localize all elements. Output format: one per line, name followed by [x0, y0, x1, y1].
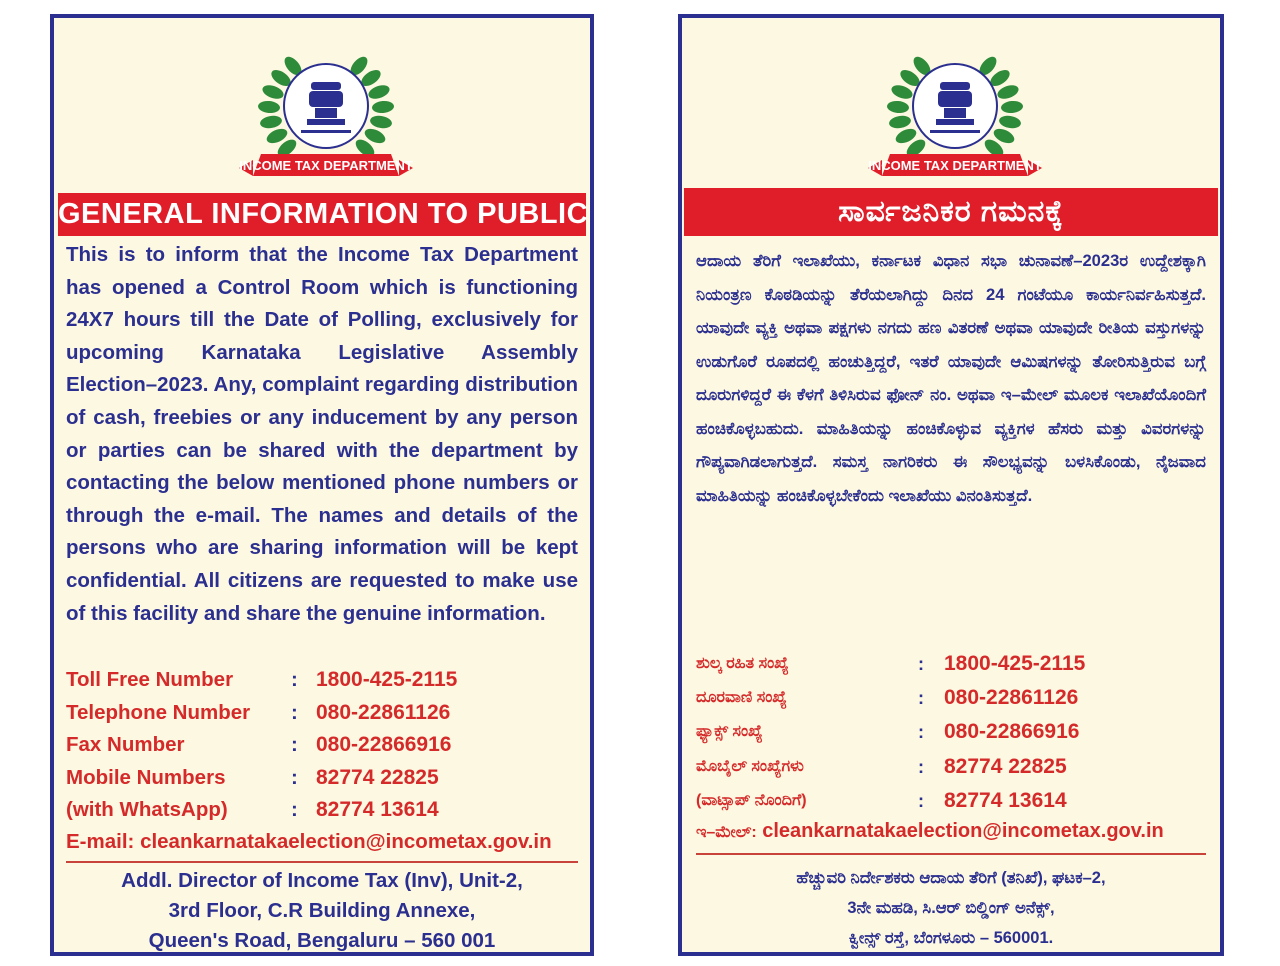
- contact-colon: :: [291, 700, 298, 724]
- email-label: E-mail:: [66, 830, 135, 853]
- notice-kannada: [678, 14, 1224, 956]
- divider: [696, 853, 1206, 855]
- contact-colon: :: [291, 765, 298, 789]
- address-line: 3ನೇ ಮಹಡಿ, ಸಿ.ಆರ್ ಬಿಲ್ಡಿಂಗ್ ಅನೆಕ್ಸ್,: [847, 899, 1055, 917]
- contact-label: Telephone Number: [66, 700, 251, 724]
- notice-body: ಆದಾಯ ತೆರಿಗೆ ಇಲಾಖೆಯು, ಕರ್ನಾಟಕ ವಿಧಾನ ಸಭಾ ಚುನಾವಣೆ–2023ರ ಉದ್ದೇಶಕ್ಕಾಗಿ ನಿಯಂತ್ರಣ ಕೊಠಡಿಯನ್ನು ತೆರೆಯಲಾಗಿದ್ದು ದಿನದ 24 ಗಂಟೆಯೂ ಕಾರ್ಯನಿರ್ವಹಿಸುತ್ತದೆ. ಯಾವುದೇ ವ್ಯಕ್ತಿ ಅಥವಾ ಪಕ್ಷಗಳು ನಗದು ಹಣ ವಿತರಣೆ ಅಥವಾ ಯಾವುದೇ ರೀತಿಯ ವಸ್ತುಗಳನ್ನು ಉಡುಗೊರೆ ರೂಪದಲ್ಲಿ ಹಂಚುತ್ತಿದ್ದರೆ, ಇತರೆ ಯಾವುದೇ ಆಮಿಷಗಳನ್ನು ತೋರಿಸುತ್ತಿರುವ ಬಗ್ಗೆ ದೂರುಗಳಿದ್ದರೆ ಈ ಕೆಳಗೆ ತಿಳಿಸಿರುವ ಫೋನ್ ನಂ. ಅಥವಾ ಇ–ಮೇಲ್ ಮೂಲಕ ಇಲಾಖೆಯೊಂದಿಗೆ ಹಂಚಿಕೊಳ್ಳಬಹುದು. ಮಾಹಿತಿಯನ್ನು ಹಂಚಿಕೊಳ್ಳುವ ವ್ಯಕ್ತಿಗಳ ಹೆಸರು ಮತ್ತು ವಿವರಗಳನ್ನು ಗೌಪ್ಯವಾಗಿಡಲಾಗುತ್ತದೆ. ಸಮಸ್ತ ನಾಗರಿಕರು ಈ ಸೌಲಭ್ಯವನ್ನು ಬಳಸಿಕೊಂಡು, ನೈಜವಾದ ಮಾಹಿತಿಯನ್ನು ಹಂಚಿಕೊಳ್ಳಬೇಕೆಂದು ಇಲಾಖೆಯು ವಿನಂತಿಸುತ್ತದೆ.: [696, 251, 1206, 505]
- contact-value: 080-22861126: [316, 700, 451, 724]
- contact-value: 1800-425-2115: [316, 668, 458, 691]
- contact-row-telephone: [682, 681, 1220, 715]
- contact-row-toll-free: [682, 647, 1220, 681]
- contact-label: ದೂರವಾಣಿ ಸಂಖ್ಯೆ: [696, 689, 787, 707]
- address-line: ಕ್ವೀನ್ಸ್ ರಸ್ತೆ, ಬೆಂಗಳೂರು – 560001.: [848, 929, 1054, 947]
- contact-label: ಮೊಬೈಲ್ ಸಂಖ್ಯೆಗಳು: [696, 757, 804, 775]
- contact-label: Toll Free Number: [66, 668, 234, 691]
- contact-row-fax: [682, 715, 1220, 749]
- heading-banner: ಸಾರ್ವಜನಿಕರ ಗಮನಕ್ಕೆ: [684, 188, 1218, 236]
- address-line: 3rd Floor, C.R Building Annexe,: [168, 899, 476, 922]
- contact-colon: :: [918, 790, 924, 811]
- office-address: [682, 863, 1220, 953]
- contact-value: 080-22866916: [316, 733, 452, 757]
- contact-label: Fax Number: [66, 733, 185, 757]
- email-line: [696, 815, 1164, 849]
- divider: [66, 861, 578, 863]
- contact-value: 82774 13614: [316, 798, 439, 822]
- email-address: cleankarnatakaelection@incometax.gov.in: [140, 830, 552, 853]
- contact-row-fax: [54, 729, 590, 762]
- contact-row-mobile: [682, 750, 1220, 784]
- email-label: ಇ–ಮೇಲ್:: [696, 824, 757, 841]
- contact-label: ಫ್ಯಾಕ್ಸ್ ಸಂಖ್ಯೆ: [696, 723, 763, 741]
- contact-colon: :: [918, 654, 924, 674]
- emblem-caption: INCOME TAX DEPARTMENT: [239, 158, 413, 173]
- notice-body: This is to inform that the Income Tax Department has opened a Control Room which is functioning 24X7 hours till the Date of Polling, exclusively for upcoming Karnataka Legislative Assembly Election–2023. Any, complaint regarding distribution of cash, freebies or any inducement by any person or parties can be shared with the department by contacting the below mentioned phone numbers or through the e-mail. The names and details of the persons who are sharing information will be kept confidential. All citizens are requested to make use of this facility and share the genuine information.: [66, 243, 578, 625]
- address-line: Queen's Road, Bengaluru – 560 001: [148, 929, 496, 952]
- contact-label: Mobile Numbers: [66, 765, 226, 789]
- contact-row-toll-free: [54, 664, 590, 697]
- contact-colon: :: [291, 733, 298, 757]
- contact-list: [682, 647, 1220, 818]
- contact-label: ಶುಲ್ಕ ರಹಿತ ಸಂಖ್ಯೆ: [696, 655, 789, 672]
- contact-value: 1800-425-2115: [944, 652, 1086, 675]
- contact-colon: :: [918, 688, 924, 709]
- office-address: [54, 866, 590, 956]
- email-address: cleankarnatakaelection@incometax.gov.in: [762, 820, 1164, 842]
- contact-value: 080-22866916: [944, 720, 1080, 744]
- contact-colon: :: [918, 722, 924, 743]
- contact-label: (ವಾಟ್ಸಾಪ್ ನೊಂದಿಗೆ): [696, 791, 807, 809]
- contact-row-whatsapp: [682, 784, 1220, 818]
- address-line: Addl. Director of Income Tax (Inv), Unit-2,: [121, 869, 523, 892]
- contact-row-whatsapp: [54, 794, 590, 827]
- contact-row-mobile: [54, 762, 590, 795]
- emblem-caption: INCOME TAX DEPARTMENT: [868, 158, 1042, 173]
- contact-list: [54, 664, 590, 827]
- income-tax-emblem-logo: [231, 36, 421, 201]
- contact-value: 82774 22825: [316, 765, 439, 789]
- contact-value: 82774 13614: [944, 788, 1067, 812]
- contact-colon: :: [291, 798, 298, 822]
- contact-value: 82774 22825: [944, 754, 1067, 778]
- contact-colon: :: [918, 756, 924, 777]
- contact-row-telephone: [54, 697, 590, 730]
- contact-label: (with WhatsApp): [66, 798, 228, 822]
- contact-value: 080-22861126: [944, 686, 1079, 710]
- contact-colon: :: [291, 668, 298, 691]
- notice-english: [50, 14, 594, 956]
- address-line: ಹೆಚ್ಚುವರಿ ನಿರ್ದೇಶಕರು ಆದಾಯ ತೆರಿಗೆ (ತನಿಖೆ), ಘಟಕ–2,: [796, 869, 1106, 887]
- email-line: [66, 826, 552, 858]
- income-tax-emblem-logo: [860, 36, 1050, 201]
- heading-banner: GENERAL INFORMATION TO PUBLIC: [58, 193, 586, 236]
